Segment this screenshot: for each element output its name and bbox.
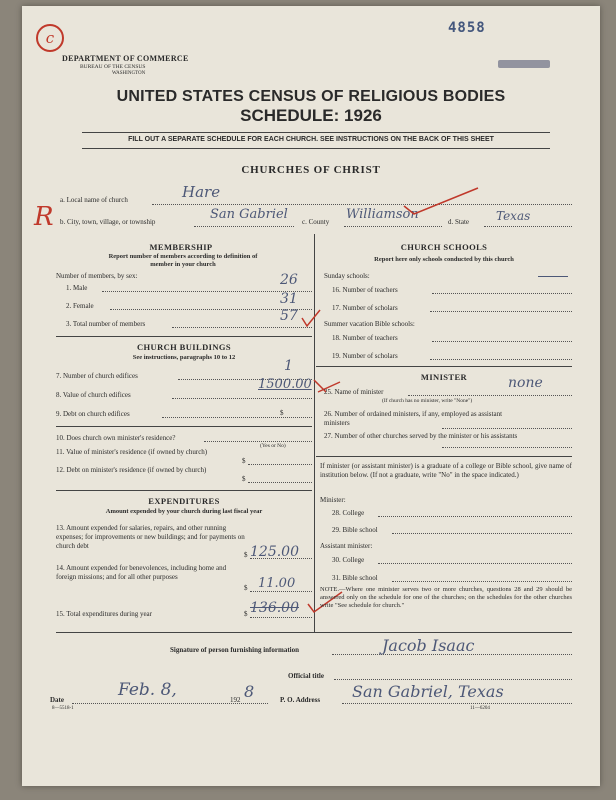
divider: [56, 490, 312, 491]
q31-line: [392, 581, 572, 582]
q28-line: [378, 516, 572, 517]
official-title-label: Official title: [288, 672, 324, 680]
edifices-value[interactable]: 1: [284, 358, 293, 374]
date-value[interactable]: Feb. 8,: [118, 680, 177, 700]
check-mark-icon: [402, 186, 482, 216]
address-value[interactable]: San Gabriel, Texas: [352, 682, 504, 701]
state-label: d. State: [448, 218, 469, 226]
minister-label: Minister:: [320, 496, 346, 504]
q13-value[interactable]: 125.00: [250, 544, 299, 560]
graduate-note: If minister (or assistant minister) is a graduate of a college or Bible school, give name of institution below. (If not a graduate, write "No" in the space indicated.): [320, 462, 572, 479]
q12-line: [248, 482, 312, 483]
summer-label: Summer vacation Bible schools:: [324, 320, 415, 328]
city-label: b. City, town, village, or township: [60, 218, 156, 226]
local-name-line: [152, 204, 572, 205]
local-name-value[interactable]: Hare: [182, 183, 221, 201]
q31-label: 31. Bible school: [332, 574, 378, 582]
q25-note: (If church has no minister, write "None"): [382, 398, 473, 404]
circle-mark: c: [36, 24, 64, 52]
q10-label: 10. Does church own minister's residence?: [56, 434, 176, 442]
city-value[interactable]: San Gabriel: [210, 207, 288, 222]
official-title-line: [334, 679, 572, 680]
assistant-label: Assistant minister:: [320, 542, 373, 550]
schedule-title: SCHEDULE: 1926: [240, 106, 382, 125]
edifices-label: 7. Number of church edifices: [56, 372, 138, 380]
q28-label: 28. College: [332, 509, 365, 517]
divider: [56, 632, 572, 633]
instruction: FILL OUT A SEPARATE SCHEDULE FOR EACH CHURCH. SEE INSTRUCTIONS ON THE BACK OF THIS SHEET: [128, 136, 494, 143]
yes-no-hint: (Yes or No): [260, 443, 286, 449]
column-divider: [314, 234, 315, 632]
edifice-debt-dollar: $: [280, 409, 284, 417]
q12-dollar: $: [242, 475, 246, 483]
divider: [56, 336, 312, 337]
q29-label: 29. Bible school: [332, 526, 378, 534]
edifice-value-label: 8. Value of church edifices: [56, 391, 131, 399]
by-sex-label: Number of members, by sex:: [56, 272, 138, 280]
male-value[interactable]: 26: [280, 272, 298, 288]
address-label: P. O. Address: [280, 696, 321, 704]
q26-label: 26. Number of ordained ministers, if any, employed as assistant ministers: [324, 410, 503, 427]
q14-value[interactable]: 11.00: [258, 576, 296, 591]
minister-note: NOTE.—Where one minister serves two or more churches, questions 28 and 29 should be answered only on the schedule for one of the churches; on the schedules for the other churches write "See schedule for church.": [320, 586, 572, 609]
male-label: 1. Male: [66, 284, 88, 292]
department: DEPARTMENT OF COMMERCE: [62, 54, 189, 63]
signature-value[interactable]: Jacob Isaac: [382, 636, 475, 655]
q16-dash: [538, 276, 568, 277]
q15-dollar: $: [244, 610, 248, 618]
check-mark-icon: [300, 308, 322, 328]
sunday-label: Sunday schools:: [324, 272, 370, 280]
address-line: [342, 703, 572, 704]
county-line: [344, 226, 442, 227]
q25-value[interactable]: none: [508, 375, 543, 391]
edifice-debt-line: [162, 417, 312, 418]
buildings-title: CHURCH BUILDINGS: [136, 342, 231, 352]
q17-line: [430, 311, 572, 312]
q14-line: [250, 591, 312, 592]
q26-line: [442, 428, 572, 429]
q15-line: [250, 617, 312, 618]
minister-title: MINISTER: [420, 372, 468, 382]
q14-dollar: $: [244, 584, 248, 592]
q27-label: 27. Number of other churches served by the minister or his assistants: [324, 432, 518, 440]
q11-line: [248, 464, 312, 465]
divider: [82, 132, 550, 133]
total-members-label: 3. Total number of members: [66, 320, 146, 328]
q25-label: 25. Name of minister: [324, 388, 384, 396]
divider: [56, 426, 312, 427]
q15-value[interactable]: 136.00: [250, 600, 299, 616]
expenditures-subtitle: Amount expended by your church during last fiscal year: [105, 508, 263, 515]
q13-dollar: $: [244, 551, 248, 559]
schools-title: CHURCH SCHOOLS: [400, 242, 488, 252]
divider: [82, 148, 550, 149]
divider: [316, 456, 572, 457]
state-line: [484, 226, 572, 227]
stamp-number: 4858: [448, 20, 486, 36]
year-digit[interactable]: 8: [244, 682, 255, 701]
q19-line: [430, 359, 572, 360]
q16-line: [432, 293, 572, 294]
q18-line: [432, 341, 572, 342]
divider: [316, 366, 572, 367]
q14-label: 14. Amount expended for benevolences, including home and foreign missions; and for all other purposes: [56, 564, 227, 581]
bureau: BUREAU OF THE CENSUS: [80, 64, 146, 70]
county-value[interactable]: Williamson: [346, 207, 419, 222]
city-washington: WASHINGTON: [112, 71, 146, 76]
form-number: 8—5518-1: [52, 706, 74, 711]
form-title: UNITED STATES CENSUS OF RELIGIOUS BODIES: [116, 88, 506, 105]
edifice-debt-label: 9. Debt on church edifices: [56, 410, 130, 418]
print-number: 11—6204: [470, 706, 490, 711]
female-label: 2. Female: [66, 302, 94, 310]
q30-label: 30. College: [332, 556, 365, 564]
r-mark: R: [34, 202, 54, 232]
q27-line: [442, 447, 572, 448]
membership-title: MEMBERSHIP: [149, 242, 213, 252]
q15-label: 15. Total expenditures during year: [56, 610, 152, 618]
denomination: CHURCHES OF CHRIST: [241, 164, 381, 176]
city-line: [194, 226, 294, 227]
q13-label: 13. Amount expended for salaries, repairs, and other running expenses; for improvements or new buildings; and for payments on church debt: [56, 524, 245, 550]
q19-label: 19. Number of scholars: [332, 352, 398, 360]
county-label: c. County: [302, 218, 330, 226]
q11-label: 11. Value of minister's residence (if owned by church): [56, 448, 208, 456]
total-members-value[interactable]: 57: [280, 308, 298, 324]
buildings-subtitle: See instructions, paragraphs 10 to 12: [132, 354, 236, 361]
female-value[interactable]: 31: [280, 291, 298, 307]
date-label: Date: [50, 696, 64, 704]
q29-line: [392, 533, 572, 534]
total-members-line: [172, 327, 312, 328]
schools-subtitle: Report here only schools conducted by this church: [374, 256, 514, 263]
q25-line: [408, 395, 572, 396]
edifice-value[interactable]: 1500.00: [258, 377, 312, 392]
year-prefix: 192: [230, 696, 241, 704]
q16-label: 16. Number of teachers: [332, 286, 398, 294]
local-name-label: a. Local name of church: [60, 196, 128, 204]
edifice-value-line: [172, 398, 312, 399]
smudge-mark: [498, 60, 550, 68]
q12-label: 12. Debt on minister's residence (if owned by church): [56, 466, 207, 474]
expenditures-title: EXPENDITURES: [148, 496, 220, 506]
census-form-sheet: [22, 6, 600, 786]
q17-label: 17. Number of scholars: [332, 304, 398, 312]
signature-label: Signature of person furnishing information: [170, 646, 299, 654]
state-value[interactable]: Texas: [496, 209, 531, 223]
q30-line: [378, 563, 572, 564]
membership-subtitle: Report number of members according to definition of member in your church: [108, 253, 258, 268]
q11-dollar: $: [242, 457, 246, 465]
q10-line: [204, 441, 312, 442]
q18-label: 18. Number of teachers: [332, 334, 398, 342]
